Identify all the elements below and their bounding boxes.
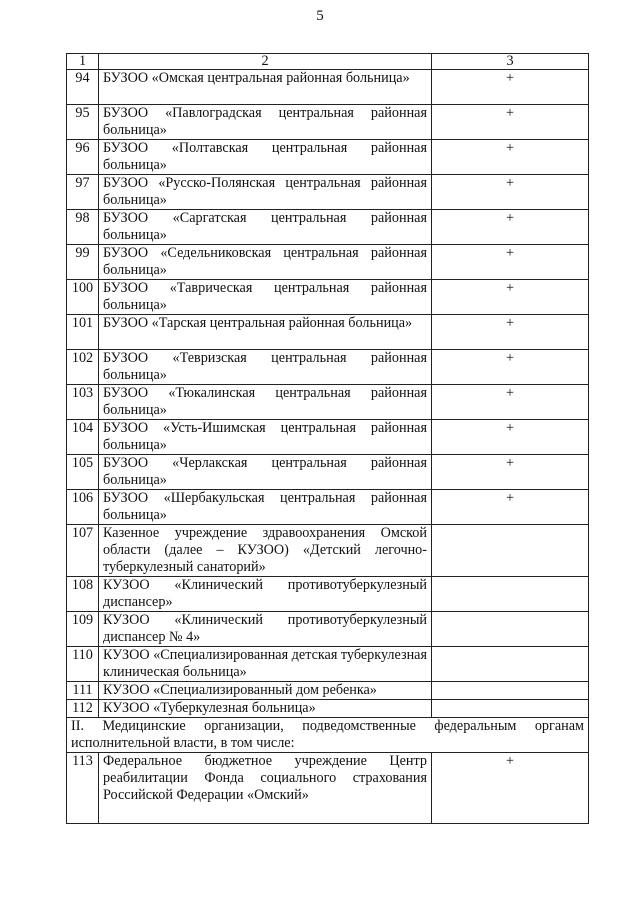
row-number: 108: [67, 577, 99, 612]
row-number: 101: [67, 315, 99, 350]
row-number: 107: [67, 525, 99, 577]
table-row: [67, 70, 589, 105]
organization-name: БУЗОО «Русско-Полянская центральная районная больница»: [99, 175, 432, 210]
table-row: [67, 350, 589, 385]
table-row: [67, 700, 589, 718]
table-row: [67, 420, 589, 455]
table-row: [67, 175, 589, 210]
row-number: 95: [67, 105, 99, 140]
participation-mark: [432, 682, 589, 700]
organization-name: КУЗОО «Специализированная детская туберкулезная клиническая больница»: [99, 647, 432, 682]
table-row: [67, 210, 589, 245]
participation-mark: +: [432, 105, 589, 140]
organization-name: БУЗОО «Саргатская центральная районная больница»: [99, 210, 432, 245]
row-number: 99: [67, 245, 99, 280]
organization-name: БУЗОО «Черлакская центральная районная больница»: [99, 455, 432, 490]
row-number: 112: [67, 700, 99, 718]
organization-name: БУЗОО «Тарская центральная районная больница»: [99, 315, 432, 350]
participation-mark: +: [432, 245, 589, 280]
table-row: [67, 753, 589, 824]
row-number: 103: [67, 385, 99, 420]
row-number: 100: [67, 280, 99, 315]
participation-mark: [432, 647, 589, 682]
registry-table: [66, 53, 589, 824]
table-row: [67, 682, 589, 700]
participation-mark: +: [432, 140, 589, 175]
participation-mark: +: [432, 490, 589, 525]
organization-name: КУЗОО «Клинический противотуберкулезный диспансер № 4»: [99, 612, 432, 647]
header-col-1: 1: [67, 54, 99, 70]
page-number: 5: [316, 8, 324, 24]
row-number: 102: [67, 350, 99, 385]
organization-name: БУЗОО «Усть-Ишимская центральная районная больница»: [99, 420, 432, 455]
participation-mark: +: [432, 753, 589, 824]
organization-name: БУЗОО «Омская центральная районная больница»: [99, 70, 432, 105]
table-row: [67, 280, 589, 315]
organization-name: БУЗОО «Полтавская центральная районная больница»: [99, 140, 432, 175]
row-number: 109: [67, 612, 99, 647]
participation-mark: +: [432, 420, 589, 455]
table-row: [67, 525, 589, 577]
participation-mark: +: [432, 280, 589, 315]
organization-name: Казенное учреждение здравоохранения Омской области (далее – КУЗОО) «Детский легочно-туберкулезный санаторий»: [99, 525, 432, 577]
organization-name: БУЗОО «Тевризская центральная районная больница»: [99, 350, 432, 385]
table-row: [67, 245, 589, 280]
organization-name: КУЗОО «Специализированный дом ребенка»: [99, 682, 432, 700]
table-row: [67, 105, 589, 140]
organization-name: БУЗОО «Седельниковская центральная районная больница»: [99, 245, 432, 280]
participation-mark: +: [432, 70, 589, 105]
organization-name: БУЗОО «Таврическая центральная районная больница»: [99, 280, 432, 315]
table-row: [67, 140, 589, 175]
participation-mark: [432, 577, 589, 612]
table-header-row: [67, 54, 589, 70]
participation-mark: +: [432, 455, 589, 490]
participation-mark: +: [432, 315, 589, 350]
table-row: [67, 315, 589, 350]
row-number: 96: [67, 140, 99, 175]
participation-mark: +: [432, 385, 589, 420]
organization-name: КУЗОО «Туберкулезная больница»: [99, 700, 432, 718]
section-heading-row: [67, 718, 589, 753]
table-row: [67, 385, 589, 420]
row-number: 105: [67, 455, 99, 490]
organization-name: БУЗОО «Тюкалинская центральная районная больница»: [99, 385, 432, 420]
organization-name: БУЗОО «Павлоградская центральная районная больница»: [99, 105, 432, 140]
participation-mark: +: [432, 210, 589, 245]
table-row: [67, 490, 589, 525]
row-number: 94: [67, 70, 99, 105]
table-row: [67, 612, 589, 647]
participation-mark: [432, 525, 589, 577]
row-number: 110: [67, 647, 99, 682]
section-heading: II. Медицинские организации, подведомственные федеральным органам исполнительной власти, в том числе:: [67, 718, 589, 753]
participation-mark: +: [432, 350, 589, 385]
row-number: 97: [67, 175, 99, 210]
participation-mark: [432, 700, 589, 718]
header-col-3: 3: [432, 54, 589, 70]
organization-name: БУЗОО «Шербакульская центральная районная больница»: [99, 490, 432, 525]
row-number: 113: [67, 753, 99, 824]
header-col-2: 2: [99, 54, 432, 70]
row-number: 104: [67, 420, 99, 455]
participation-mark: +: [432, 175, 589, 210]
organization-name: КУЗОО «Клинический противотуберкулезный диспансер»: [99, 577, 432, 612]
row-number: 106: [67, 490, 99, 525]
table-row: [67, 455, 589, 490]
row-number: 111: [67, 682, 99, 700]
participation-mark: [432, 612, 589, 647]
organization-name: Федеральное бюджетное учреждение Центр реабилитации Фонда социального страхования Российской Федерации «Омский»: [99, 753, 432, 824]
row-number: 98: [67, 210, 99, 245]
table-row: [67, 647, 589, 682]
table-row: [67, 577, 589, 612]
